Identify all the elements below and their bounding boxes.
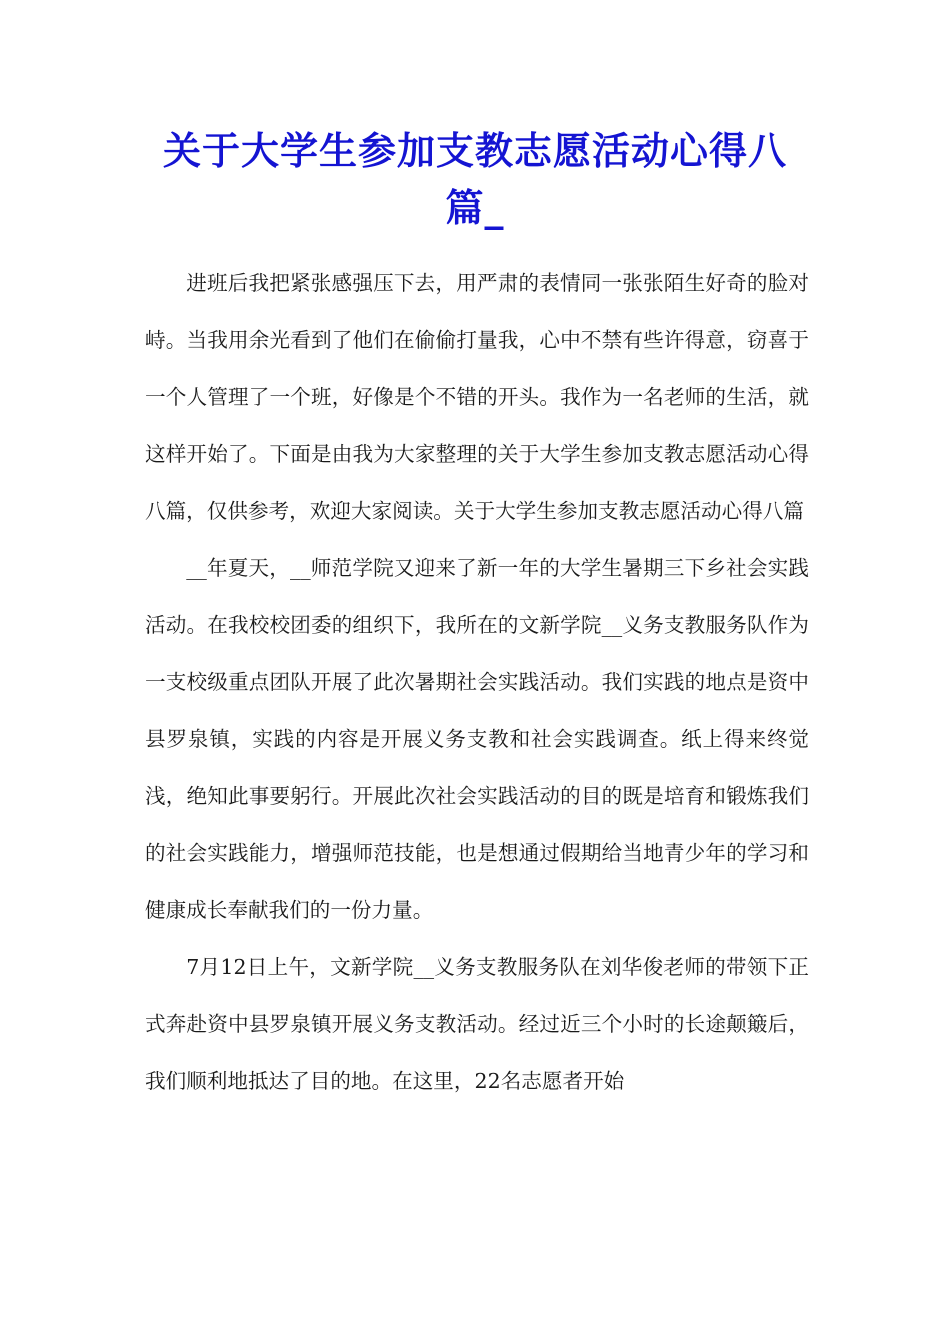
document-title: 关于大学生参加支教志愿活动心得八篇_ xyxy=(162,128,787,230)
paragraph-summer-practice: __年夏天，__师范学院又迎来了新一年的大学生暑期三下乡社会实践活动。在我校校团委的组织下，我所在的文新学院__义务支教服务队作为一支校级重点团队开展了此次暑期社会实践活动。我们实践的地点是资中县罗泉镇，实践的内容是开展义务支教和社会实践调查。纸上得来终觉浅，绝知此事要躬行。开展此次社会实践活动的目的既是培育和锻炼我们的社会实践能力，增强师范技能，也是想通过假期给当地青少年的学习和健康成长奉献我们的一份力量。 xyxy=(145,556,809,922)
paragraph-july-12: 7月12日上午，文新学院__义务支教服务队在刘华俊老师的带领下正式奔赴资中县罗泉镇开展义务支教活动。经过近三个小时的长途颠簸后，我们顺利地抵达了目的地。在这里，22名志愿者开始 xyxy=(145,955,809,1093)
document-body xyxy=(145,255,809,1110)
paragraph-intro: 进班后我把紧张感强压下去，用严肃的表情同一张张陌生好奇的脸对峙。当我用余光看到了他们在偷偷打量我，心中不禁有些许得意，窃喜于一个人管理了一个班，好像是个不错的开头。我作为一名老师的生活，就这样开始了。下面是由我为大家整理的关于大学生参加支教志愿活动心得八篇，仅供参考，欢迎大家阅读。关于大学生参加支教志愿活动心得八篇 xyxy=(145,271,809,523)
